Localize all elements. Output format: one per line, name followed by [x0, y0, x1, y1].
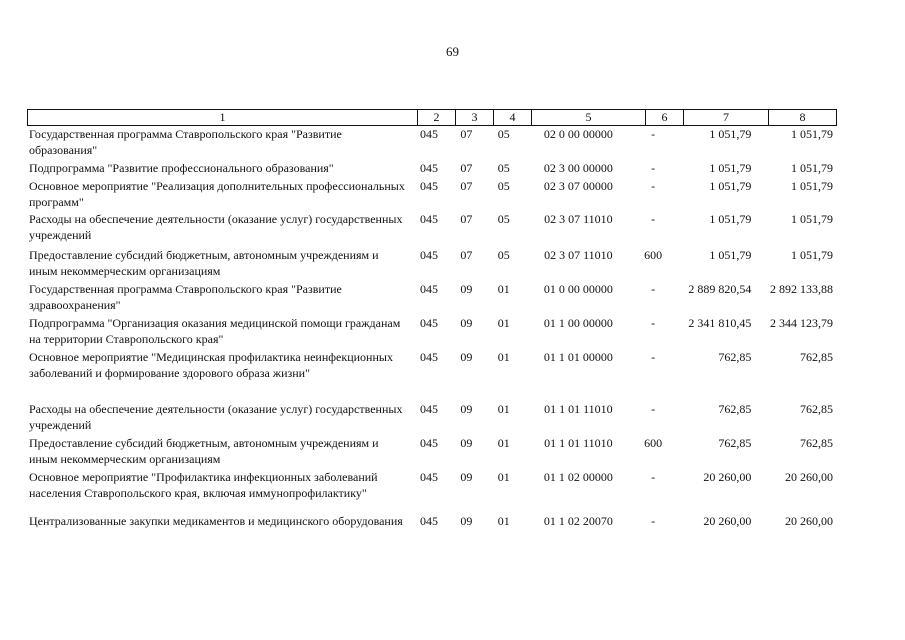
- table-header-row: [27, 109, 837, 126]
- row-code-4: 01: [497, 470, 510, 484]
- header-cell-7: 7: [684, 110, 769, 125]
- row-name: Основное мероприятие "Медицинская профилактика неинфекционных заболеваний и формирование здорового образа жизни": [29, 350, 393, 380]
- row-code-3: 07: [460, 212, 473, 226]
- row-amount-8: 2 344 123,79: [770, 316, 833, 330]
- header-cell-2: 2: [418, 110, 456, 125]
- row-code-4: 01: [497, 350, 510, 364]
- row-amount-7: 2 889 820,54: [688, 282, 752, 296]
- header-cell-3: 3: [456, 110, 494, 125]
- row-code-5: 01 0 00 00000: [543, 282, 613, 296]
- row-amount-7: 2 341 810,45: [688, 316, 752, 330]
- row-code-3: 09: [460, 316, 473, 330]
- row-amount-7: 20 260,00: [703, 514, 752, 528]
- row-code-4: 01: [497, 436, 510, 450]
- row-code-4: 05: [497, 248, 510, 262]
- row-name: Расходы на обеспечение деятельности (оказание услуг) государственных учреждений: [29, 212, 403, 242]
- row-code-2: 045: [420, 161, 439, 175]
- row-code-5: 01 1 02 00000: [543, 470, 613, 484]
- table-row: [27, 435, 835, 469]
- row-amount-7: 1 051,79: [709, 212, 752, 226]
- page-number: 69: [446, 44, 459, 59]
- row-code-4: 01: [497, 316, 510, 330]
- header-cell-4: 4: [494, 110, 532, 125]
- row-code-2: 045: [420, 436, 439, 450]
- header-cell-6: 6: [646, 110, 684, 125]
- row-name: Предоставление субсидий бюджетным, автономным учреждениям и иным некоммерческим организациям: [29, 248, 379, 278]
- row-code-6: -: [651, 127, 656, 141]
- row-code-6: -: [651, 514, 656, 528]
- row-amount-8: 1 051,79: [791, 248, 833, 262]
- row-code-6: 600: [644, 436, 663, 450]
- table-row: [27, 126, 835, 160]
- row-code-3: 07: [460, 248, 473, 262]
- row-code-4: 05: [497, 127, 510, 141]
- row-amount-8: 762,85: [800, 350, 833, 364]
- row-code-4: 01: [497, 282, 510, 296]
- table-row: [27, 178, 835, 211]
- row-code-3: 09: [460, 350, 473, 364]
- budget-table-body: [27, 126, 835, 549]
- row-amount-8: 762,85: [800, 436, 833, 450]
- row-amount-7: 762,85: [718, 402, 752, 416]
- row-amount-8: 1 051,79: [791, 212, 833, 226]
- row-code-5: 01 1 00 00000: [543, 316, 613, 330]
- row-code-4: 05: [497, 212, 510, 226]
- row-amount-8: 1 051,79: [791, 127, 833, 141]
- row-code-4: 01: [497, 402, 510, 416]
- row-code-3: 07: [460, 161, 473, 175]
- row-code-5: 02 3 07 11010: [544, 248, 613, 262]
- row-amount-7: 1 051,79: [709, 161, 752, 175]
- header-cell-1: 1: [28, 110, 418, 125]
- row-code-5: 01 1 01 11010: [544, 436, 613, 450]
- row-name: Подпрограмма "Организация оказания медицинской помощи гражданам на территории Ставропольского края": [29, 316, 401, 346]
- row-code-4: 05: [497, 161, 510, 175]
- row-name: Предоставление субсидий бюджетным, автономным учреждениям и иным некоммерческим организациям: [29, 436, 379, 466]
- row-amount-8: 20 260,00: [785, 514, 833, 528]
- row-name: Основное мероприятие "Профилактика инфекционных заболеваний населения Ставропольского края, включая иммунопрофилактику": [29, 470, 378, 500]
- row-code-2: 045: [420, 402, 439, 416]
- header-cell-5: 5: [532, 110, 646, 125]
- row-code-2: 045: [420, 127, 439, 141]
- row-code-6: -: [651, 179, 656, 193]
- row-code-2: 045: [420, 470, 439, 484]
- header-cell-8: 8: [799, 110, 806, 124]
- row-amount-7: 20 260,00: [703, 470, 752, 484]
- row-code-5: 01 1 01 11010: [544, 402, 613, 416]
- row-amount-7: 762,85: [718, 350, 752, 364]
- row-code-5: 01 1 01 00000: [543, 350, 613, 364]
- row-amount-8: 1 051,79: [791, 179, 833, 193]
- row-amount-7: 1 051,79: [709, 248, 752, 262]
- row-code-6: -: [651, 282, 656, 296]
- row-amount-7: 1 051,79: [709, 127, 752, 141]
- row-code-6: -: [651, 316, 656, 330]
- table-row: [27, 349, 835, 401]
- row-code-2: 045: [420, 248, 439, 262]
- row-code-2: 045: [420, 350, 439, 364]
- row-code-3: 09: [460, 282, 473, 296]
- row-amount-8: 20 260,00: [785, 470, 833, 484]
- row-name: Централизованные закупки медикаментов и медицинского оборудования: [29, 514, 403, 528]
- row-code-6: -: [651, 350, 656, 364]
- row-code-5: 01 1 02 20070: [543, 514, 613, 528]
- table-row: [27, 281, 835, 315]
- row-code-5: 02 3 00 00000: [543, 161, 613, 175]
- table-row: [27, 315, 835, 349]
- row-name: Расходы на обеспечение деятельности (оказание услуг) государственных учреждений: [29, 402, 403, 432]
- row-code-2: 045: [420, 212, 439, 226]
- table-row: [27, 401, 835, 435]
- row-code-3: 09: [460, 514, 473, 528]
- row-amount-8: 762,85: [800, 402, 833, 416]
- row-code-2: 045: [420, 316, 439, 330]
- row-name: Подпрограмма "Развитие профессионального образования": [29, 161, 334, 175]
- row-amount-7: 762,85: [718, 436, 752, 450]
- row-name: Государственная программа Ставропольского края "Развитие здравоохранения": [29, 282, 342, 312]
- row-code-6: 600: [644, 248, 663, 262]
- row-code-2: 045: [420, 179, 439, 193]
- row-amount-7: 1 051,79: [709, 179, 752, 193]
- row-code-3: 07: [460, 127, 473, 141]
- row-name: Основное мероприятие "Реализация дополнительных профессиональных программ": [29, 179, 405, 209]
- row-code-2: 045: [420, 282, 439, 296]
- table-row: [27, 211, 835, 247]
- table-row: [27, 469, 835, 513]
- row-code-6: -: [651, 212, 656, 226]
- table-row: [27, 513, 835, 549]
- row-code-3: 09: [460, 436, 473, 450]
- row-code-4: 05: [497, 179, 510, 193]
- row-amount-8: 1 051,79: [791, 161, 833, 175]
- row-code-3: 07: [460, 179, 473, 193]
- table-row: [27, 160, 835, 178]
- row-code-6: -: [651, 402, 656, 416]
- row-code-5: 02 3 07 11010: [544, 212, 613, 226]
- row-code-3: 09: [460, 470, 473, 484]
- row-name: Государственная программа Ставропольского края "Развитие образования": [29, 127, 342, 157]
- row-code-6: -: [651, 161, 656, 175]
- row-code-4: 01: [497, 514, 510, 528]
- row-code-3: 09: [460, 402, 473, 416]
- row-code-5: 02 0 00 00000: [543, 127, 613, 141]
- row-code-2: 045: [420, 514, 439, 528]
- table-row: [27, 247, 835, 281]
- row-code-6: -: [651, 470, 656, 484]
- row-code-5: 02 3 07 00000: [543, 179, 613, 193]
- row-amount-8: 2 892 133,88: [770, 282, 833, 296]
